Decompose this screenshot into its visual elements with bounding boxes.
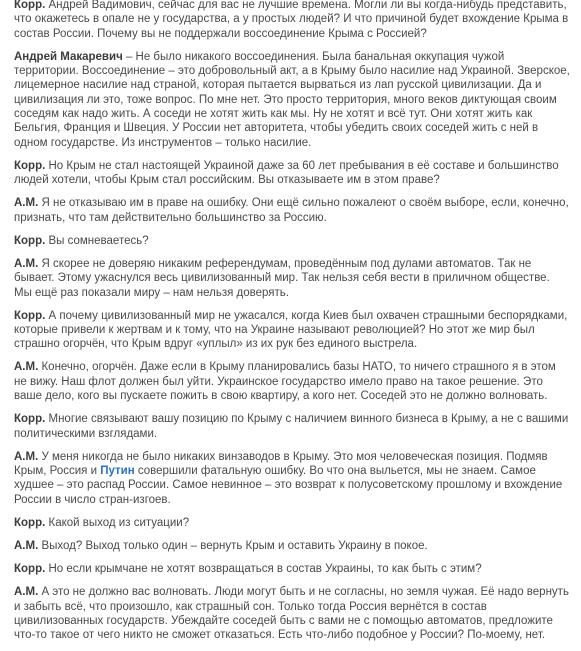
paragraph-answer bbox=[14, 257, 570, 300]
paragraph-text: Вы сомневаетесь? bbox=[45, 234, 149, 247]
paragraph-text: Какой выход из ситуации? bbox=[45, 516, 190, 529]
paragraph-text: А это не должно вас волновать. Люди могут быть и не согласны, но земля чужая. Её надо вернуть и забыть всё, что произошло, как страшный сон. Только тогда Россия вернётся в состав цивилизованных государств. Убеждайте соседей быть с вами не с помощью автоматов, предложите что-то такое от чего никто не сможет отказаться. Есть что-либо подобное у России? По-моему, нет. bbox=[14, 586, 569, 642]
paragraph-text: Выход? Выход только один – вернуть Крым и оставить Украину в покое. bbox=[38, 540, 428, 552]
paragraph-answer bbox=[14, 450, 570, 507]
paragraph-text: Но если крымчане не хотят возвращаться в состав Украины, то как быть с этим? bbox=[45, 563, 482, 576]
paragraph-text: Я не отказываю им в праве на ошибку. Они ещё сильно пожалеют о своём выборе, если, конечно, признать, что там действительно большинство за Россию. bbox=[14, 197, 569, 224]
interview-article bbox=[14, 0, 570, 651]
paragraph-text-continued: совершили фатальную ошибку. Во что она выльется, мы не знаем. Самое худшее – это распад России. Самое невинное – это возврат к полусоветскому прошлому и вхождение России в число стран-изгоев. bbox=[14, 465, 563, 506]
speaker-label: А.М. bbox=[14, 197, 39, 210]
paragraph-text: Но Крым не стал настоящей Украиной даже за 60 лет пребывания в её составе и большинство людей хотели, чтобы Крым стал российским. Вы отказываете им в этом праве? bbox=[14, 159, 559, 187]
paragraph-question bbox=[14, 309, 570, 352]
paragraph-text: Андрей Вадимович, сейчас для вас не лучшие времена. Могли ли вы когда-нибудь представить, что окажетесь в опале не у государства, а у простых людей? И что причиной будет вхождение Крыма в состав России. Почему вы не поддержали воссоединение Крыма с Россией? bbox=[14, 0, 569, 40]
speaker-label: А.М. bbox=[14, 586, 39, 599]
speaker-label: Корр. bbox=[14, 516, 46, 529]
paragraph-answer bbox=[14, 585, 570, 642]
speaker-label: Корр. bbox=[14, 159, 46, 172]
paragraph-question bbox=[14, 234, 570, 248]
speaker-label: Корр. bbox=[14, 563, 46, 576]
speaker-label: А.М. bbox=[14, 450, 39, 463]
speaker-label: А.М. bbox=[14, 361, 39, 374]
speaker-label: А.М. bbox=[14, 257, 39, 270]
speaker-label: Корр. bbox=[14, 234, 46, 247]
speaker-label: Корр. bbox=[14, 413, 46, 426]
paragraph-answer bbox=[14, 50, 570, 150]
speaker-label: Корр. bbox=[14, 309, 46, 322]
speaker-label: А.М. bbox=[14, 540, 39, 552]
paragraph-text: А почему цивилизованный мир не ужасался, когда Киев был охвачен страшными беспорядками, которые привели к жертвам и к тому, что на Украине называют революцией? Но этот же мир был страшно огорчён, что Крым вдруг «уплыл» из их рук без единого выстрела. bbox=[14, 309, 568, 351]
paragraph-text: Конечно, огорчён. Даже если в Крыму планировались базы НАТО, то ничего страшного я в этом не вижу. Наш флот должен был уйти. Украинское государство имело право на такое решение. Это ваше дело, кого вы пускаете пожить в свою квартиру, а кого нет. Соседей это не должно волновать. bbox=[14, 361, 556, 403]
paragraph-text: Многие связывают вашу позицию по Крыму с наличием винного бизнеса в Крыму, а не с вашими политическими взглядами. bbox=[14, 413, 569, 440]
paragraph-question bbox=[14, 562, 570, 576]
paragraph-question bbox=[14, 0, 570, 41]
paragraph-text: – Не было никакого воссоединения. Была банальная оккупация чужой территории. Воссоединение – это добровольный акт, а в Крыму было насилие над Украиной. Зверское, лицемерное насилие над страной, которая пытается вырваться из лап русской цивилизации. Да и цивилизация ли это, тоже вопрос. По мне нет. Это просто территория, много веков диктующая своим соседям как надо жить. А соседи не хотят жить как мы. Ну не хотят и всё тут. Они хотят жить как Бельгия, Франция и Швеция. У России нет авторитета, чтобы убедить своих соседей жить с ней в одном государстве. Из инструментов – только насилие. bbox=[14, 50, 570, 149]
paragraph-answer bbox=[14, 196, 570, 225]
speaker-label: Андрей Макаревич bbox=[14, 50, 123, 63]
paragraph-text: У меня никогда не было никаких винзаводов в Крыму. Это моя человеческая позиция. Подмяв Крым, Россия и bbox=[14, 450, 548, 478]
paragraph-question bbox=[14, 516, 570, 530]
speaker-label: Корр. bbox=[14, 0, 46, 11]
paragraph-question bbox=[14, 159, 570, 188]
paragraph-answer bbox=[14, 539, 570, 553]
paragraph-text: Я скорее не доверяю никаким референдумам, проведённым под дулами автоматов. Так не бывает. Этому ужаснулся весь цивилизованный мир. Так нельзя себя вести в приличном обществе. Мы ещё раз показали миру – нам нельзя доверять. bbox=[14, 257, 550, 299]
paragraph-answer bbox=[14, 360, 570, 403]
paragraph-question bbox=[14, 412, 570, 441]
person-link-putin[interactable]: Путин bbox=[100, 465, 135, 478]
